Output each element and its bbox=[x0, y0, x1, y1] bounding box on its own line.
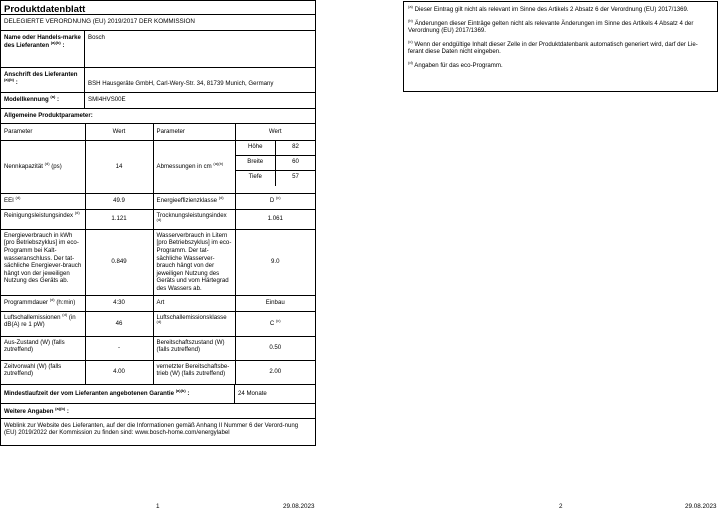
height-label: Höhe bbox=[236, 141, 276, 156]
standby-value: 0.50 bbox=[235, 336, 315, 360]
energy-consumption-value: 0.849 bbox=[85, 229, 153, 295]
height-value: 82 bbox=[276, 141, 316, 156]
model-row: Modellkennung $^{(a)}$ : SMI4HVS00E bbox=[1, 93, 315, 109]
supplier-name-label: Name oder Handels-marke des Lieferanten bbox=[4, 34, 81, 49]
footnotes-box bbox=[403, 1, 718, 92]
noise-value: 46 bbox=[85, 311, 153, 336]
noise-label: Luftschallemissionen $^{(d)}$ (in dB(A) re 1 pW) bbox=[1, 311, 85, 336]
supplier-name-value: Bosch bbox=[88, 34, 105, 41]
model-value: SMI4HVS00E bbox=[88, 96, 126, 103]
guarantee-value: 24 Monate bbox=[238, 389, 267, 397]
table-row bbox=[1, 193, 315, 209]
further-info-text: Weblink zur Website des Lieferanten, auf der die Informationen gemäß Anhang II Nummer 6 der Verord-nung (EU) 2019/2022 der Kommission zu finden sind: www.bosch-home.com/energylabel bbox=[1, 419, 315, 446]
type-label: Art bbox=[153, 295, 235, 311]
footnote-a: $^{(a)}$ Dieser Eintrag gilt nicht als relevant im Sinne des Artikels 2 Absatz 6 der Verordnung (EU) 2017/1369. bbox=[408, 3, 689, 13]
supplier-name-row: Name oder Handels-marke des Lieferanten $^{(a)(b)}$ : Bosch bbox=[1, 31, 315, 68]
program-duration-label: Programmdauer $^{(d)}$ (h:min) bbox=[1, 295, 85, 311]
general-parameters-title: Allgemeine Produktparameter: bbox=[1, 109, 315, 124]
energy-class-label: Energieeffizienzklasse $^{(d)}$ bbox=[153, 193, 235, 209]
water-consumption-label: Wasserverbrauch in Litern [pro Betriebszyklus] im eco-Programm. Der tat-sächliche Wasserver-brauch hängt von der jeweiligen Nutzung des Geräts und vom Härtegrad des Wassers ab. bbox=[153, 229, 235, 295]
product-datasheet bbox=[0, 0, 316, 446]
capacity-value: 14 bbox=[85, 140, 153, 193]
depth-label: Tiefe bbox=[236, 171, 276, 186]
supplier-address-row: Anschrift des Lieferanten $^{(a)(b)}$ : BSH Hausgeräte GmbH, Carl-Wery-Str. 34, 81739 Munich, Germany bbox=[1, 68, 315, 93]
guarantee-label: Mindestlaufzeit der vom Lieferanten angebotenen Garantie $^{(a)(b)}$ : bbox=[1, 385, 235, 403]
eei-value: 49.9 bbox=[85, 193, 153, 209]
parameters-table bbox=[1, 124, 315, 385]
table-row bbox=[1, 336, 315, 360]
regulation-subtitle: DELEGIERTE VERORDNUNG (EU) 2019/2017 DER KOMMISSION bbox=[1, 15, 315, 31]
networked-standby-value: 2.00 bbox=[235, 360, 315, 384]
networked-standby-label: vernetzter Bereitschaftsbe-trieb (W) (falls zutreffend) bbox=[153, 360, 235, 384]
page-date-1: 29.08.2023 bbox=[283, 503, 315, 510]
datasheet-title: Produktdatenblatt bbox=[1, 1, 315, 15]
delay-start-value: 4.00 bbox=[85, 360, 153, 384]
depth-value: 57 bbox=[276, 171, 316, 186]
table-row bbox=[1, 360, 315, 384]
footnote-d: $^{(d)}$ Angaben für das eco-Programm. bbox=[408, 60, 503, 70]
supplier-address-value: BSH Hausgeräte GmbH, Carl-Wery-Str. 34, 81739 Munich, Germany bbox=[88, 80, 274, 87]
energy-consumption-label: Energieverbrauch in kWh [pro Betriebszyklus] im eco-Programm bei Kalt-wasseranschluss. Der tat-sächliche Energiever-brauch hängt von der jeweiligen Nutzung des Geräts ab. bbox=[1, 229, 85, 295]
drying-label: Trocknungsleistungsindex $^{(d)}$ bbox=[153, 209, 235, 229]
header-value-2: Wert bbox=[235, 124, 315, 140]
capacity-label: Nennkapazität $^{(d)}$ (ps) bbox=[1, 140, 85, 193]
page-date-2: 29.08.2023 bbox=[685, 503, 717, 510]
program-duration-value: 4:30 bbox=[85, 295, 153, 311]
drying-value: 1.061 bbox=[235, 209, 315, 229]
table-row bbox=[1, 209, 315, 229]
footnote-c: $^{(c)}$ Wenn der endgültige Inhalt dieser Zelle in der Produktdatenbank automatisch generiert wird, darf der Lie-ferant diese Daten nicht eingeben. bbox=[408, 38, 698, 56]
cleaning-value: 1.121 bbox=[85, 209, 153, 229]
table-row bbox=[1, 311, 315, 336]
off-mode-label: Aus-Zustand (W) (falls zutreffend) bbox=[1, 336, 85, 360]
cleaning-label: Reinigungsleistungsindex $^{(d)}$ bbox=[1, 209, 85, 229]
table-row bbox=[1, 229, 315, 295]
water-consumption-value: 9.0 bbox=[235, 229, 315, 295]
further-info-title: Weitere Angaben $^{(a)(b)}$ : bbox=[1, 404, 315, 419]
supplier-address-label: Anschrift des Lieferanten bbox=[4, 71, 78, 78]
dimensions-values bbox=[235, 140, 315, 193]
page-number-1: 1 bbox=[156, 503, 160, 510]
guarantee-row bbox=[1, 385, 315, 404]
noise-class-label: Luftschallemissionsklasse $^{(d)}$ bbox=[153, 311, 235, 336]
model-label: Modellkennung bbox=[4, 96, 49, 103]
table-row bbox=[1, 295, 315, 311]
dimensions-label: Abmessungen in cm $^{(a)(b)}$ bbox=[153, 140, 235, 193]
header-parameter-2: Parameter bbox=[153, 124, 235, 140]
eei-label: EEI $^{(d)}$ bbox=[1, 193, 85, 209]
header-parameter-1: Parameter bbox=[1, 124, 85, 140]
width-label: Breite bbox=[236, 156, 276, 171]
width-value: 60 bbox=[276, 156, 316, 171]
noise-class-value: C $^{(c)}$ bbox=[235, 311, 315, 336]
standby-label: Bereitschaftszustand (W) (falls zutreffend) bbox=[153, 336, 235, 360]
delay-start-label: Zeitvorwahl (W) (falls zutreffend) bbox=[1, 360, 85, 384]
header-value-1: Wert bbox=[85, 124, 153, 140]
page-number-2: 2 bbox=[559, 503, 563, 510]
table-row bbox=[1, 140, 315, 193]
footnote-b: $^{(b)}$ Änderungen dieser Einträge gelten nicht als relevante Änderungen im Sinne des Artikels 4 Absatz 4 der Verordnung (EU) 2017/1369. bbox=[408, 17, 694, 35]
type-value: Einbau bbox=[235, 295, 315, 311]
off-mode-value: - bbox=[85, 336, 153, 360]
table-header-row bbox=[1, 124, 315, 140]
energy-class-value: D $^{(c)}$ bbox=[235, 193, 315, 209]
